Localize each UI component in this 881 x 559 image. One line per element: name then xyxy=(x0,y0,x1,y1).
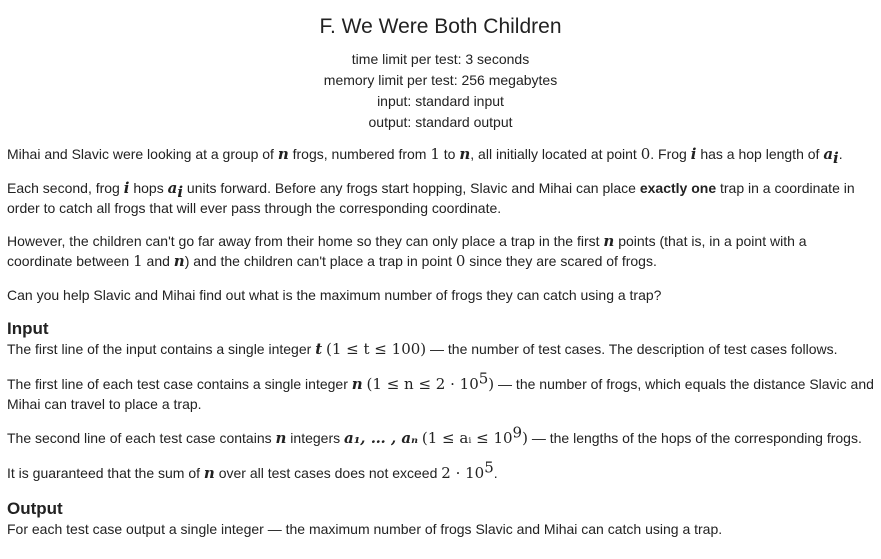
emphasis-text: exactly one xyxy=(639,180,717,196)
input-spec: input: standard input xyxy=(377,93,504,109)
output-spec: output: standard output xyxy=(368,114,513,130)
statement-paragraph: Can you help Slavic and Mihai find out what is the maximum number of frogs they can catch using a trap? xyxy=(7,287,662,303)
input-paragraph: The second line of each test case contains n integers a₁, … , aₙ (1 ≤ aᵢ ≤ $10^9$) — the lengths of the hops of the corresponding frogs. xyxy=(7,423,862,447)
time-limit: time limit per test: 3 seconds xyxy=(351,51,530,67)
input-paragraph: The first line of each test case contains a single integer n $(1 \le n \le 2 \cdot 10^5)$ — the number of frogs, which equals the distance Slavic and Mihai can travel to place a trap. xyxy=(7,369,874,412)
input-heading: Input xyxy=(7,319,49,338)
problem-title: F. We Were Both Children xyxy=(319,15,562,38)
memory-limit: memory limit per test: 256 megabytes xyxy=(323,72,558,88)
statement-paragraph: However, the children can't go far away from their home so they can only place a trap in the first n points (that is, in a point with a coordinate between 1 and n) and the children can't place a trap in point 0 since they are scared of frogs. xyxy=(7,232,807,270)
input-paragraph: The first line of the input contains a single integer t (1 ≤ t ≤ 100) — the number of test cases. The description of test cases follows. xyxy=(7,340,838,358)
problem-header xyxy=(7,0,874,133)
output-heading: Output xyxy=(7,499,63,518)
input-paragraph: It is guaranteed that the sum of n over all test cases does not exceed $2 \cdot 10^5$. xyxy=(7,458,498,482)
statement-paragraph: Each second, frog i hops $a_i$ units forward. Before any frogs start hopping, Slavic and Mihai can place exactly one trap in a coordinate in order to catch all frogs that will ever pass through the corresponding coordinate. xyxy=(7,179,855,216)
output-paragraph: For each test case output a single integer — the maximum number of frogs Slavic and Mihai can catch using a trap. xyxy=(7,521,723,537)
statement-paragraph: Mihai and Slavic were looking at a group of n frogs, numbered from 1 to n, all initially located at point 0. Frog i has a hop length of $a_i$. xyxy=(7,145,843,167)
